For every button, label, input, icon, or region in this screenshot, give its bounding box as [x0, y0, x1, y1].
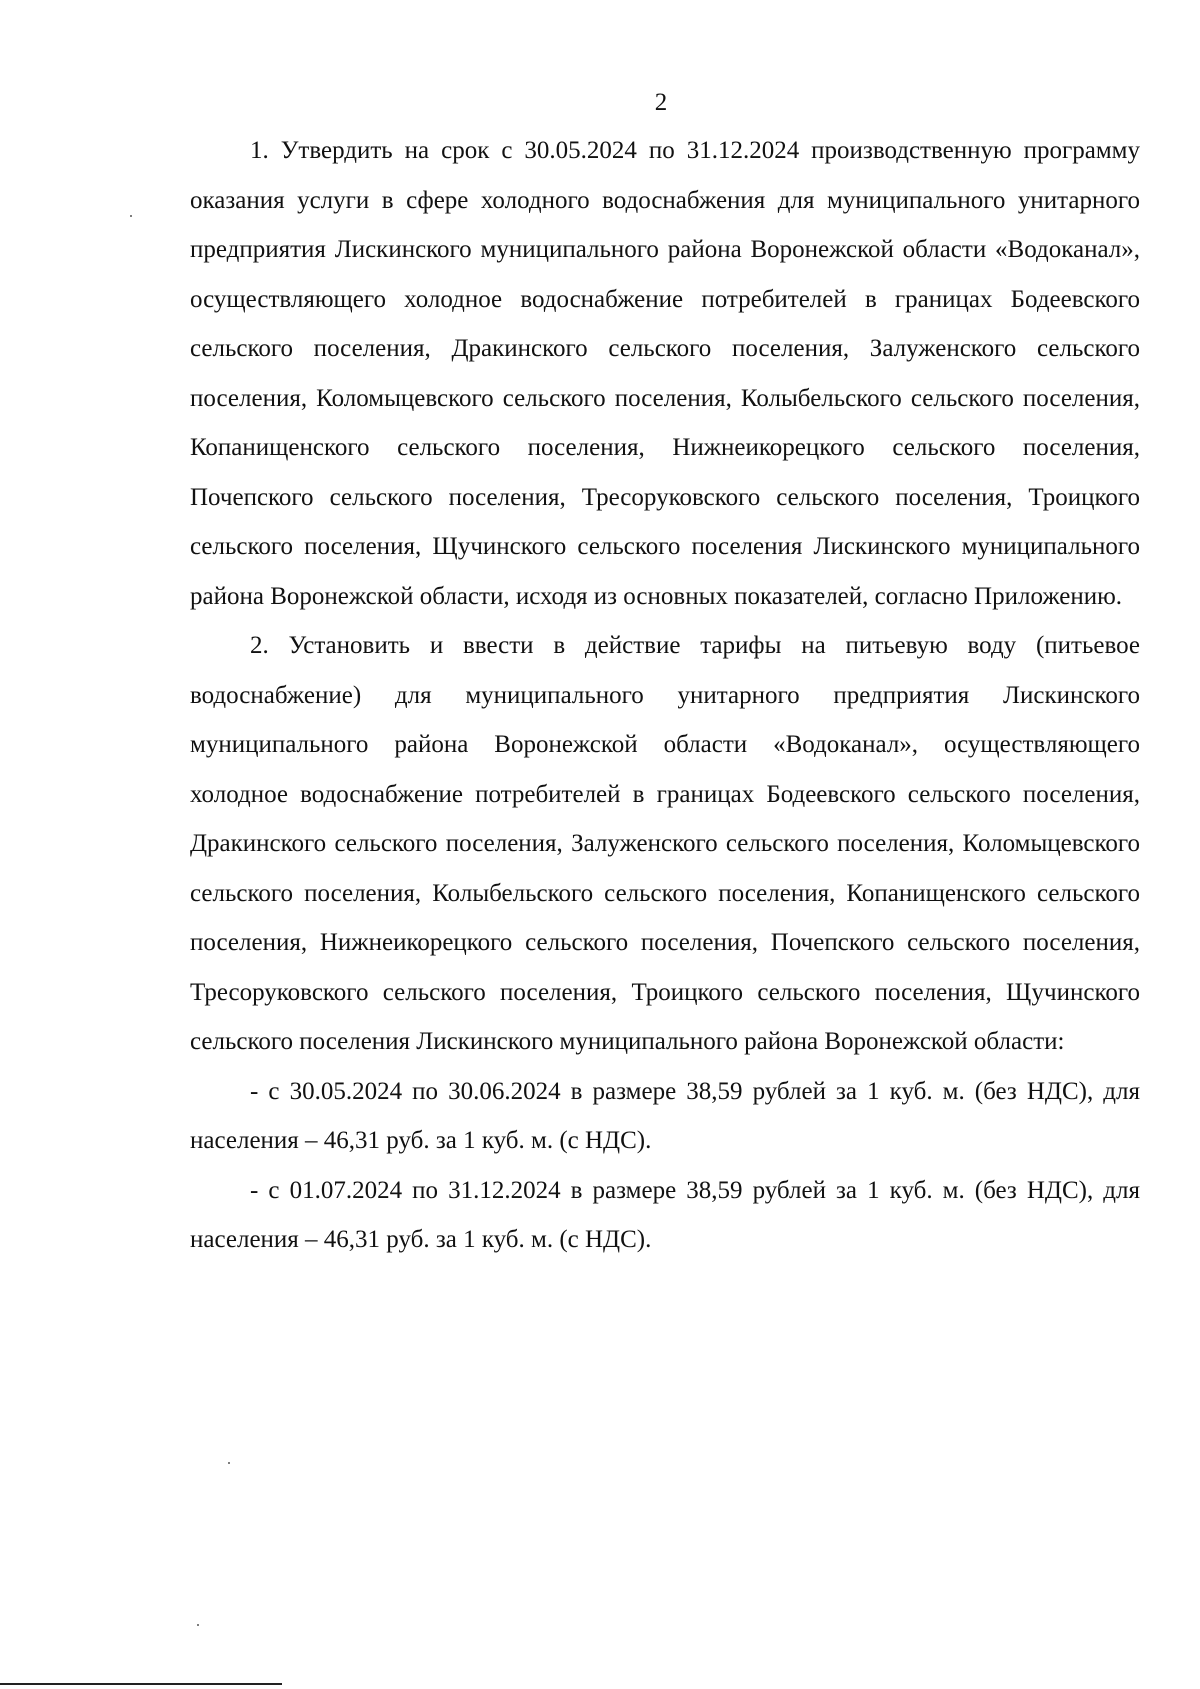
paragraph-set-tariffs: 2. Установить и ввести в действие тарифы на питьевую воду (питьевое водоснабжение) для муниципального унитарного предприятия Лискинского муниципального района Воронежской области «Водоканал», осуществляющего холодное водоснабжение потребителей в границах Бодеевского сельского поселения, Дракинского сельского поселения, Залуженского сельского поселения, Коломыцевского сельского поселения, Колыбельского сельского поселения, Копанищенского сельского поселения, Нижнеикорецкого сельского поселения, Почепского сельского поселения, Тресоруковского сельского поселения, Троицкого сельского поселения, Щучинского сельского поселения Лискинского муниципального района Воронежской области: — [190, 632, 1140, 1055]
tariff-period-2: - с 01.07.2024 по 31.12.2024 в размере 38,59 рублей за 1 куб. м. (без НДС), для населения – 46,31 руб. за 1 куб. м. (с НДС). — [190, 1176, 1140, 1253]
scan-speck — [197, 1624, 199, 1626]
paragraph-approve-program: 1. Утвердить на срок с 30.05.2024 по 31.12.2024 производственную программу оказания услуги в сфере холодного водоснабжения для муниципального унитарного предприятия Лискинского муниципального района Воронежской области «Водоканал», осуществляющего холодное водоснабжение потребителей в границах Бодеевского сельского поселения, Дракинского сельского поселения, Залуженского сельского поселения, Коломыцевского сельского поселения, Колыбельского сельского поселения, Копанищенского сельского поселения, Нижнеикорецкого сельского поселения, Почепского сельского поселения, Тресоруковского сельского поселения, Троицкого сельского поселения, Щучинского сельского поселения Лискинского муниципального района Воронежской области, исходя из основных показателей, согласно Приложению. — [190, 137, 1140, 610]
tariff-period-1: - с 30.05.2024 по 30.06.2024 в размере 38,59 рублей за 1 куб. м. (без НДС), для населения – 46,31 руб. за 1 куб. м. (с НДС). — [190, 1077, 1140, 1154]
scan-speck — [228, 1462, 230, 1464]
scan-edge-line — [0, 1683, 282, 1685]
scan-speck — [130, 215, 132, 217]
page-number: 2 — [654, 89, 668, 116]
document-body — [190, 126, 1140, 1265]
